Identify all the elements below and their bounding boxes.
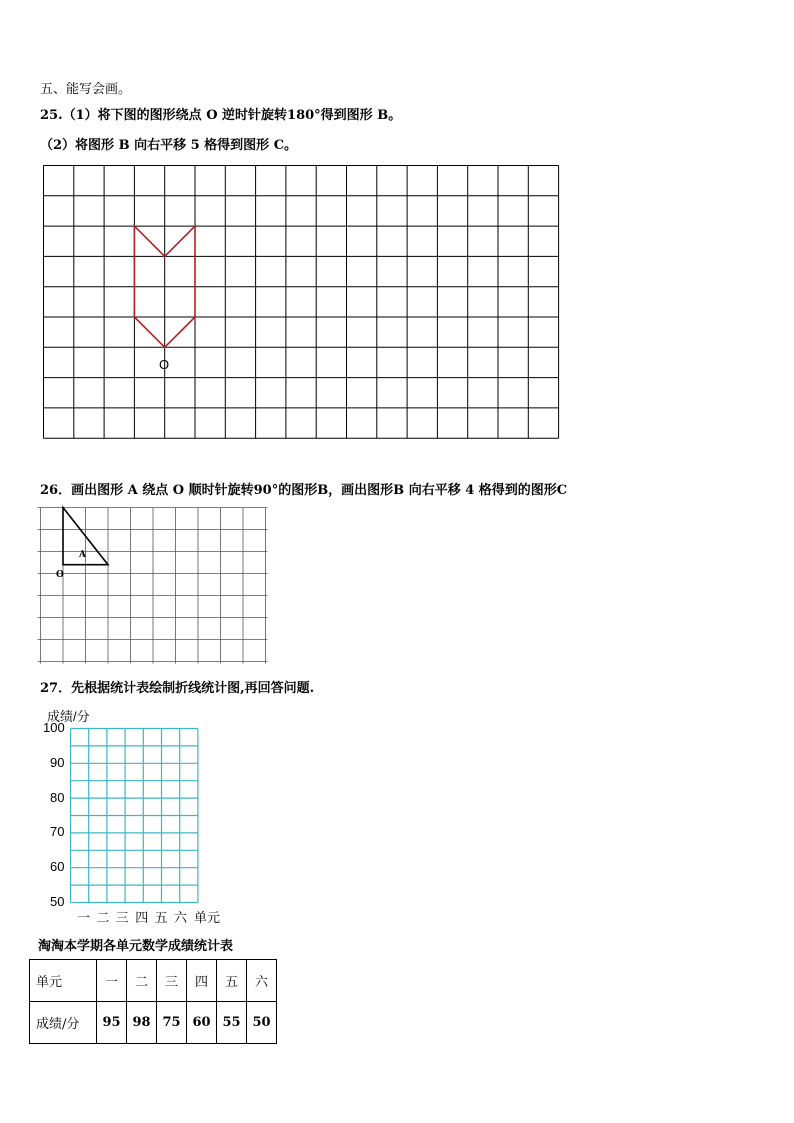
x-category-label: 六 <box>174 910 188 925</box>
q27-chart-grid <box>70 728 200 904</box>
table-cell-score: 50 <box>247 1002 277 1044</box>
x-category-label: 一 <box>77 910 91 925</box>
q25-grid <box>43 165 559 469</box>
table-cell-score: 95 <box>97 1002 127 1044</box>
table-row-units <box>30 960 277 1002</box>
q26-grid <box>40 507 268 663</box>
table-cell-unit: 二 <box>127 960 157 1002</box>
table-cell-score: 98 <box>127 1002 157 1044</box>
q25-line1: 25.（1）将下图的图形绕点 O 逆时针旋转180°得到图形 B。 <box>40 108 402 123</box>
y-tick-label: 80 <box>50 789 65 805</box>
x-category-label: 三 <box>115 910 129 925</box>
x-category-label: 五 <box>154 910 168 925</box>
table-cell-score: 60 <box>187 1002 217 1044</box>
section-heading: 五、能写会画。 <box>40 82 132 97</box>
y-tick-label: 100 <box>43 720 65 735</box>
q27-text: 27．先根据统计表绘制折线统计图,再回答问题. <box>40 681 315 696</box>
chart-y-unit-label: 成绩/分 <box>47 709 90 724</box>
y-tick-label: 90 <box>50 754 65 770</box>
x-category-label: 二 <box>96 910 110 925</box>
score-table <box>29 959 277 1044</box>
table-header-scores: 成绩/分 <box>30 1002 97 1044</box>
table-cell-unit: 三 <box>157 960 187 1002</box>
table-cell-unit: 一 <box>97 960 127 1002</box>
q26-point-o-label: O <box>56 570 64 580</box>
table-cell-unit: 五 <box>217 960 247 1002</box>
table-cell-score: 75 <box>157 1002 187 1044</box>
table-cell-score: 55 <box>217 1002 247 1044</box>
table-cell-unit: 四 <box>187 960 217 1002</box>
y-tick-label: 60 <box>50 859 65 875</box>
table-title: 淘淘本学期各单元数学成绩统计表 <box>38 939 234 954</box>
table-row-scores <box>30 1002 277 1044</box>
table-cell-unit: 六 <box>247 960 277 1002</box>
x-category-label: 四 <box>135 910 149 925</box>
q26-shape-a-label: A <box>79 550 86 560</box>
y-tick-label: 70 <box>50 824 65 840</box>
q25-point-o-label: O <box>159 357 170 372</box>
q26-text: 26．画出图形 A 绕点 O 顺时针旋转90°的图形B，画出图形B 向右平移 4 格得到的图形C <box>40 483 568 498</box>
chart-x-unit-label: 单元 <box>194 910 221 925</box>
table-header-units: 单元 <box>30 960 97 1002</box>
y-tick-label: 50 <box>50 894 65 909</box>
q25-line2: （2）将图形 B 向右平移 5 格得到图形 C。 <box>40 138 298 153</box>
